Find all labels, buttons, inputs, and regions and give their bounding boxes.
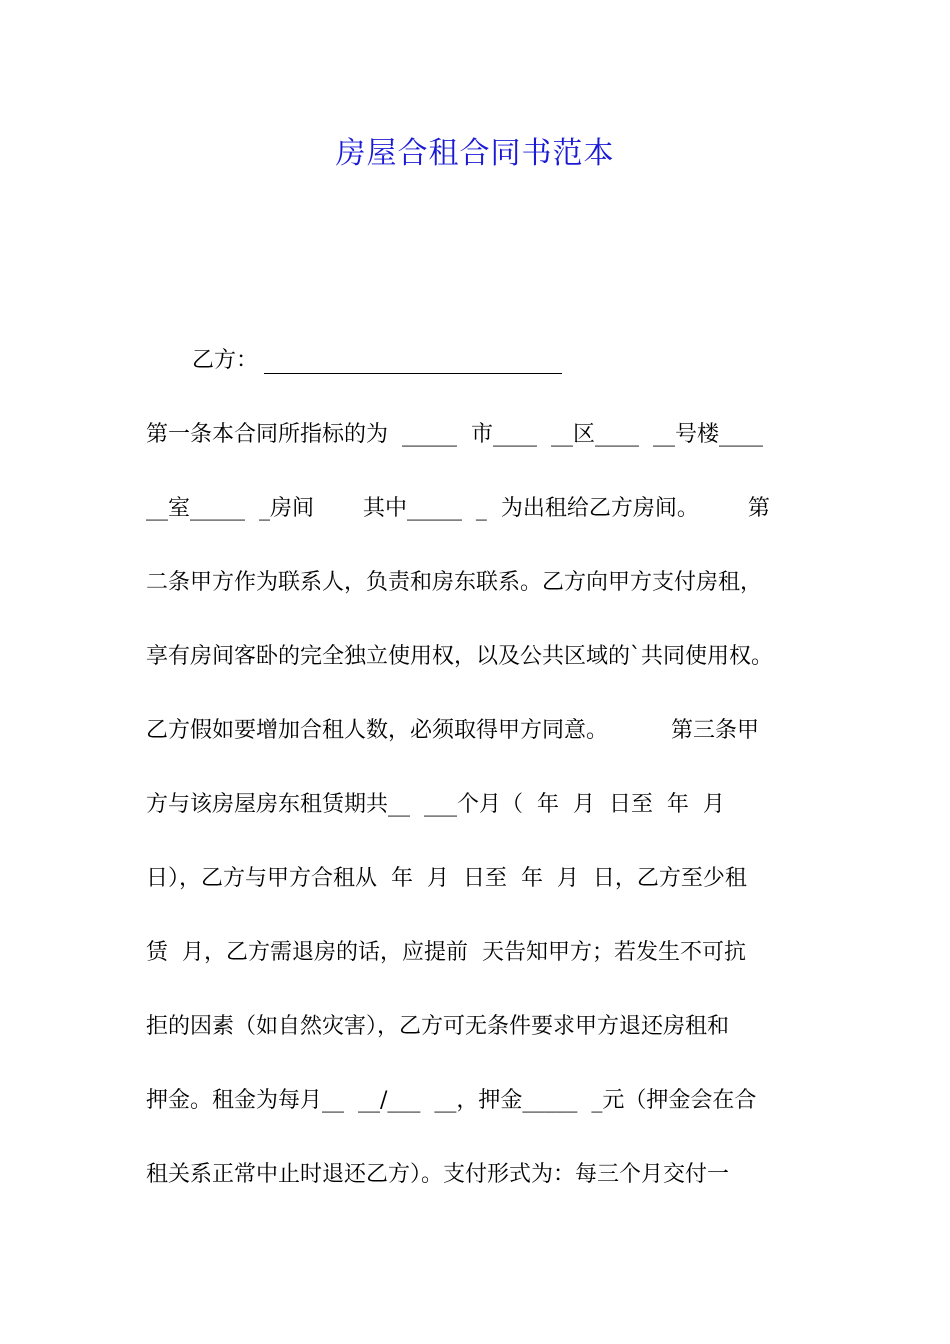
- body-line: 赁 月，乙方需退房的话，应提前 天告知甲方；若发生不可抗: [146, 940, 746, 965]
- body-line: __室_____ _房间 其中_____ _ 为出租给乙方房间。 第: [146, 496, 770, 521]
- party-b-label: 乙方：: [192, 348, 259, 373]
- document-title: 房屋合租合同书范本: [335, 136, 615, 171]
- body-line: 享有房间客卧的完全独立使用权，以及公共区域的`共同使用权。: [146, 644, 774, 669]
- body-line: 第一条本合同所指标的为 _____ 市____ __区____ __号楼____: [146, 422, 763, 447]
- body-line: 二条甲方作为联系人，负责和房东联系。乙方向甲方支付房租，: [146, 570, 763, 595]
- body-line: 拒的因素（如自然灾害），乙方可无条件要求甲方退还房租和: [146, 1014, 730, 1039]
- body-line: 日），乙方与甲方合租从 年 月 日至 年 月 日，乙方至少租: [146, 866, 747, 891]
- body-line: 租关系正常中止时退还乙方）。支付形式为：每三个月交付一: [146, 1162, 730, 1187]
- body-line: 乙方假如要增加合租人数，必须取得甲方同意。 第三条甲: [146, 718, 759, 743]
- contract-body: [146, 410, 826, 1224]
- party-b-blank: [264, 349, 562, 374]
- body-line: 方与该房屋房东租赁期共__ ___个月（ 年 月 日至 年 月: [146, 792, 725, 817]
- body-line: 押金。租金为每月__ __/___ __，押金_____ _元（押金会在合: [146, 1088, 757, 1113]
- party-b-line: [192, 343, 562, 374]
